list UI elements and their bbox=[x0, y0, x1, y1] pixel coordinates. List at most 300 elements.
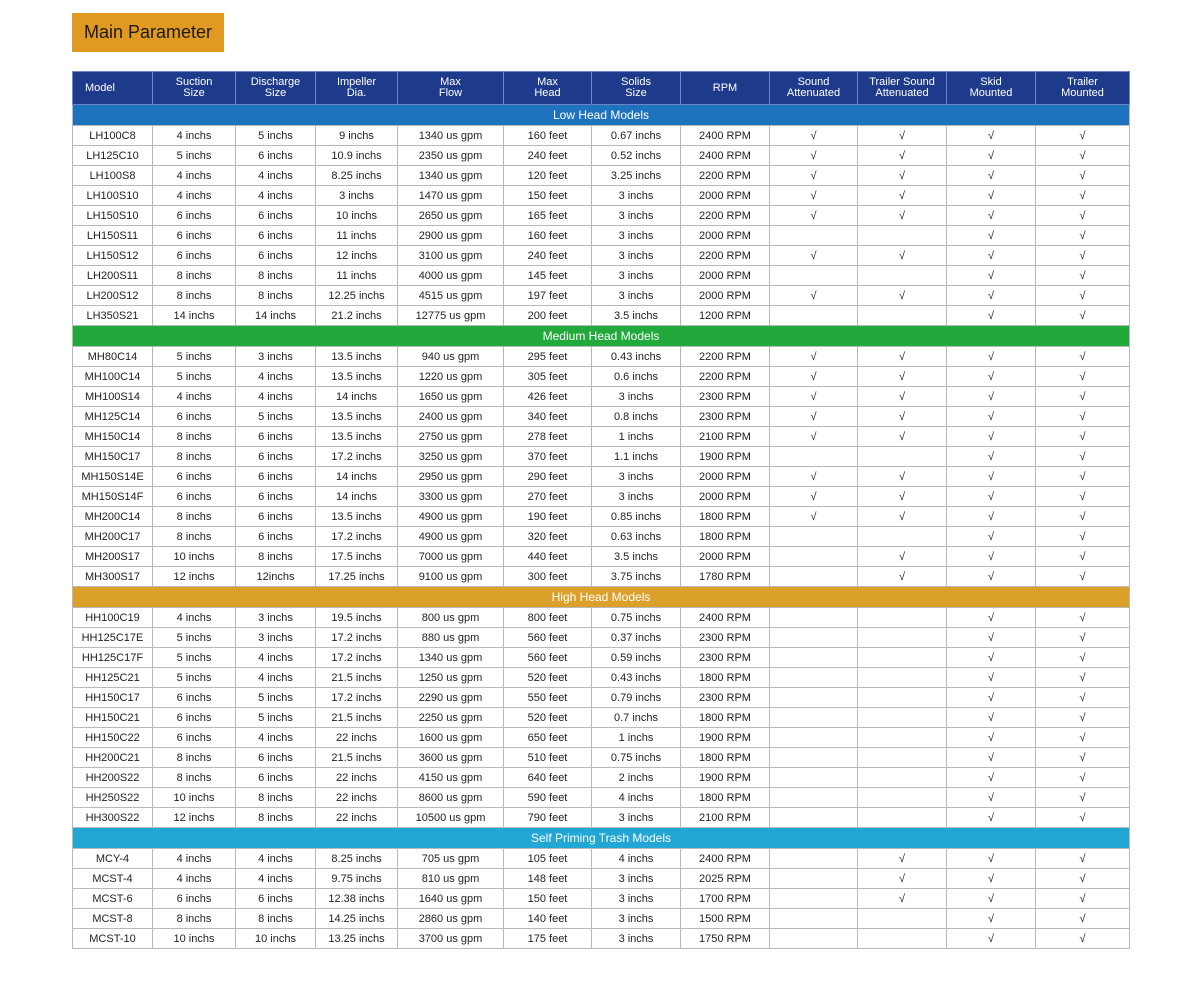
table-cell: 6 inchs bbox=[236, 527, 316, 547]
table-cell: MH300S17 bbox=[73, 567, 153, 587]
table-cell: 150 feet bbox=[504, 889, 592, 909]
table-cell: √ bbox=[947, 487, 1036, 507]
table-cell: 2200 RPM bbox=[681, 347, 770, 367]
table-cell: 0.79 inchs bbox=[592, 688, 681, 708]
table-cell: √ bbox=[947, 628, 1036, 648]
table-cell: HH125C17E bbox=[73, 628, 153, 648]
table-row bbox=[73, 246, 1130, 266]
table-cell: 6 inchs bbox=[236, 146, 316, 166]
table-cell: √ bbox=[1036, 688, 1130, 708]
column-header-text: Flow bbox=[438, 87, 463, 99]
table-cell: √ bbox=[770, 186, 858, 206]
table-cell: 3600 us gpm bbox=[398, 748, 504, 768]
table-cell: HH250S22 bbox=[73, 788, 153, 808]
table-cell: 3 inchs bbox=[236, 608, 316, 628]
table-cell: √ bbox=[1036, 648, 1130, 668]
column-header-text: Attenuated bbox=[875, 87, 929, 99]
table-cell: 4 inchs bbox=[236, 728, 316, 748]
table-cell: 2650 us gpm bbox=[398, 206, 504, 226]
table-cell: √ bbox=[1036, 567, 1130, 587]
table-cell: 200 feet bbox=[504, 306, 592, 326]
table-row bbox=[73, 387, 1130, 407]
table-cell bbox=[770, 889, 858, 909]
table-cell: 2400 us gpm bbox=[398, 407, 504, 427]
table-cell bbox=[770, 608, 858, 628]
table-cell: 300 feet bbox=[504, 567, 592, 587]
table-cell bbox=[858, 748, 947, 768]
table-cell: 14 inchs bbox=[153, 306, 236, 326]
table-cell: 4900 us gpm bbox=[398, 527, 504, 547]
table-cell: 2000 RPM bbox=[681, 186, 770, 206]
table-cell: 1750 RPM bbox=[681, 929, 770, 949]
table-cell: 22 inchs bbox=[316, 808, 398, 828]
table-row bbox=[73, 367, 1130, 387]
table-cell: √ bbox=[858, 126, 947, 146]
table-cell: 140 feet bbox=[504, 909, 592, 929]
table-cell: √ bbox=[1036, 186, 1130, 206]
table-cell: 790 feet bbox=[504, 808, 592, 828]
table-cell: 4 inchs bbox=[153, 166, 236, 186]
table-cell: 12 inchs bbox=[153, 808, 236, 828]
table-cell: √ bbox=[1036, 547, 1130, 567]
table-cell: √ bbox=[947, 608, 1036, 628]
column-header bbox=[153, 72, 236, 105]
table-cell: √ bbox=[1036, 487, 1130, 507]
table-cell: √ bbox=[947, 507, 1036, 527]
table-cell: 0.67 inchs bbox=[592, 126, 681, 146]
table-cell bbox=[770, 547, 858, 567]
table-cell: LH150S10 bbox=[73, 206, 153, 226]
table-cell: 1600 us gpm bbox=[398, 728, 504, 748]
table-cell: 2025 RPM bbox=[681, 869, 770, 889]
table-cell: √ bbox=[1036, 206, 1130, 226]
table-cell: 0.6 inchs bbox=[592, 367, 681, 387]
table-cell: LH150S12 bbox=[73, 246, 153, 266]
table-cell: 3 inchs bbox=[592, 246, 681, 266]
table-cell: 4900 us gpm bbox=[398, 507, 504, 527]
table-cell: √ bbox=[947, 768, 1036, 788]
table-row bbox=[73, 126, 1130, 146]
table-cell: 6 inchs bbox=[153, 246, 236, 266]
table-cell: MH200C17 bbox=[73, 527, 153, 547]
table-cell bbox=[770, 306, 858, 326]
table-cell: 19.5 inchs bbox=[316, 608, 398, 628]
table-cell: MCST-6 bbox=[73, 889, 153, 909]
table-cell: 12.38 inchs bbox=[316, 889, 398, 909]
table-row bbox=[73, 708, 1130, 728]
table-cell: √ bbox=[1036, 748, 1130, 768]
table-cell: 1900 RPM bbox=[681, 447, 770, 467]
table-cell: 21.5 inchs bbox=[316, 708, 398, 728]
table-cell: 1800 RPM bbox=[681, 788, 770, 808]
table-row bbox=[73, 808, 1130, 828]
table-row bbox=[73, 668, 1130, 688]
table-cell: 8 inchs bbox=[236, 909, 316, 929]
table-cell: HH125C17F bbox=[73, 648, 153, 668]
table-cell: 4 inchs bbox=[236, 166, 316, 186]
table-cell: 6 inchs bbox=[236, 768, 316, 788]
table-cell: LH100S8 bbox=[73, 166, 153, 186]
table-cell bbox=[770, 567, 858, 587]
table-cell: √ bbox=[1036, 608, 1130, 628]
table-cell: 8 inchs bbox=[236, 286, 316, 306]
table-cell: 1220 us gpm bbox=[398, 367, 504, 387]
table-cell: 14 inchs bbox=[316, 387, 398, 407]
column-header-text: Max bbox=[537, 76, 558, 88]
section-row bbox=[73, 326, 1130, 347]
table-cell: √ bbox=[947, 407, 1036, 427]
table-cell bbox=[770, 788, 858, 808]
table-cell: √ bbox=[947, 849, 1036, 869]
table-cell bbox=[770, 648, 858, 668]
table-cell bbox=[858, 306, 947, 326]
table-cell: 14 inchs bbox=[316, 467, 398, 487]
table-cell: HH200S22 bbox=[73, 768, 153, 788]
table-cell: √ bbox=[947, 567, 1036, 587]
table-cell: √ bbox=[858, 367, 947, 387]
table-cell: 2200 RPM bbox=[681, 166, 770, 186]
table-cell bbox=[858, 909, 947, 929]
table-cell: √ bbox=[770, 387, 858, 407]
table-cell: 520 feet bbox=[504, 708, 592, 728]
table-cell: 5 inchs bbox=[236, 688, 316, 708]
table-row bbox=[73, 788, 1130, 808]
table-cell: 14.25 inchs bbox=[316, 909, 398, 929]
table-cell: MH150C17 bbox=[73, 447, 153, 467]
table-cell: √ bbox=[1036, 869, 1130, 889]
table-cell bbox=[770, 527, 858, 547]
table-cell: √ bbox=[1036, 628, 1130, 648]
table-cell: 8 inchs bbox=[153, 527, 236, 547]
table-cell bbox=[770, 909, 858, 929]
table-cell: √ bbox=[947, 547, 1036, 567]
table-cell: 6 inchs bbox=[236, 226, 316, 246]
table-cell: √ bbox=[947, 909, 1036, 929]
table-cell: 5 inchs bbox=[153, 367, 236, 387]
table-cell: 0.75 inchs bbox=[592, 608, 681, 628]
table-cell: 5 inchs bbox=[236, 407, 316, 427]
table-cell: 295 feet bbox=[504, 347, 592, 367]
table-cell: 2300 RPM bbox=[681, 407, 770, 427]
table-cell: √ bbox=[770, 487, 858, 507]
table-cell: MH100C14 bbox=[73, 367, 153, 387]
table-cell: √ bbox=[947, 748, 1036, 768]
table-cell bbox=[858, 608, 947, 628]
table-cell: 3 inchs bbox=[592, 909, 681, 929]
table-cell: √ bbox=[770, 126, 858, 146]
table-cell: √ bbox=[947, 206, 1036, 226]
table-cell bbox=[858, 527, 947, 547]
table-cell: √ bbox=[1036, 266, 1130, 286]
table-cell: 12 inchs bbox=[153, 567, 236, 587]
table-cell: 4 inchs bbox=[236, 869, 316, 889]
table-cell: 0.37 inchs bbox=[592, 628, 681, 648]
table-row bbox=[73, 929, 1130, 949]
table-cell: 4000 us gpm bbox=[398, 266, 504, 286]
table-cell: 810 us gpm bbox=[398, 869, 504, 889]
table-cell: 0.52 inchs bbox=[592, 146, 681, 166]
column-header-text: Sound bbox=[797, 76, 830, 88]
table-cell: 12.25 inchs bbox=[316, 286, 398, 306]
table-cell: √ bbox=[1036, 527, 1130, 547]
page-title: Main Parameter bbox=[72, 13, 224, 52]
table-cell: 6 inchs bbox=[153, 206, 236, 226]
table-cell: √ bbox=[858, 166, 947, 186]
table-row bbox=[73, 226, 1130, 246]
table-cell: 7000 us gpm bbox=[398, 547, 504, 567]
column-header-text: Mounted bbox=[969, 87, 1013, 99]
table-cell: 1200 RPM bbox=[681, 306, 770, 326]
table-cell: 1470 us gpm bbox=[398, 186, 504, 206]
table-cell: √ bbox=[1036, 467, 1130, 487]
table-cell: √ bbox=[1036, 246, 1130, 266]
table-cell: 10 inchs bbox=[316, 206, 398, 226]
table-row bbox=[73, 467, 1130, 487]
table-cell: 17.25 inchs bbox=[316, 567, 398, 587]
table-cell: 5 inchs bbox=[153, 146, 236, 166]
table-row bbox=[73, 286, 1130, 306]
table-cell: 165 feet bbox=[504, 206, 592, 226]
table-cell: 8 inchs bbox=[153, 748, 236, 768]
table-cell: 5 inchs bbox=[153, 668, 236, 688]
table-cell: 1800 RPM bbox=[681, 708, 770, 728]
table-cell bbox=[858, 668, 947, 688]
table-cell: 320 feet bbox=[504, 527, 592, 547]
parameter-table bbox=[72, 71, 1130, 949]
table-cell bbox=[858, 688, 947, 708]
table-cell: √ bbox=[770, 367, 858, 387]
table-cell: 2200 RPM bbox=[681, 367, 770, 387]
table-cell: 880 us gpm bbox=[398, 628, 504, 648]
table-cell: √ bbox=[1036, 226, 1130, 246]
table-cell: 197 feet bbox=[504, 286, 592, 306]
table-body bbox=[73, 105, 1130, 949]
table-cell: HH200C21 bbox=[73, 748, 153, 768]
table-cell: √ bbox=[858, 507, 947, 527]
table-cell: √ bbox=[947, 387, 1036, 407]
table-cell: 8.25 inchs bbox=[316, 849, 398, 869]
table-row bbox=[73, 166, 1130, 186]
table-cell: 2400 RPM bbox=[681, 126, 770, 146]
table-cell: 2300 RPM bbox=[681, 688, 770, 708]
table-cell: 4 inchs bbox=[153, 869, 236, 889]
table-cell: 4 inchs bbox=[592, 788, 681, 808]
section-row bbox=[73, 828, 1130, 849]
table-cell: 8 inchs bbox=[236, 266, 316, 286]
table-cell: 3 inchs bbox=[592, 226, 681, 246]
table-cell: 3 inchs bbox=[592, 387, 681, 407]
table-cell: 3 inchs bbox=[592, 206, 681, 226]
table-cell: 4 inchs bbox=[236, 367, 316, 387]
table-row bbox=[73, 889, 1130, 909]
table-cell: 8.25 inchs bbox=[316, 166, 398, 186]
table-cell: 1650 us gpm bbox=[398, 387, 504, 407]
table-cell: √ bbox=[858, 407, 947, 427]
table-cell: √ bbox=[947, 869, 1036, 889]
column-header bbox=[681, 72, 770, 105]
table-cell bbox=[770, 849, 858, 869]
table-cell bbox=[770, 266, 858, 286]
section-title: Medium Head Models bbox=[73, 326, 1130, 347]
table-cell: 2000 RPM bbox=[681, 226, 770, 246]
table-cell: √ bbox=[947, 447, 1036, 467]
table-cell: MH100S14 bbox=[73, 387, 153, 407]
table-cell: 14 inchs bbox=[236, 306, 316, 326]
table-cell: MCST-10 bbox=[73, 929, 153, 949]
table-cell: 2300 RPM bbox=[681, 628, 770, 648]
table-cell: 8 inchs bbox=[236, 547, 316, 567]
table-cell: 6 inchs bbox=[153, 487, 236, 507]
table-cell: 2000 RPM bbox=[681, 467, 770, 487]
table-cell bbox=[858, 628, 947, 648]
table-cell: 3100 us gpm bbox=[398, 246, 504, 266]
table-row bbox=[73, 427, 1130, 447]
table-cell: 14 inchs bbox=[316, 487, 398, 507]
table-cell: 2400 RPM bbox=[681, 146, 770, 166]
column-header-text: Size bbox=[183, 87, 205, 99]
table-cell: 2300 RPM bbox=[681, 387, 770, 407]
table-cell: √ bbox=[770, 286, 858, 306]
table-cell: 2000 RPM bbox=[681, 266, 770, 286]
table-cell: 4 inchs bbox=[236, 387, 316, 407]
table-cell: 3 inchs bbox=[592, 186, 681, 206]
table-cell: 0.43 inchs bbox=[592, 668, 681, 688]
table-row bbox=[73, 869, 1130, 889]
table-cell: LH350S21 bbox=[73, 306, 153, 326]
table-cell bbox=[770, 226, 858, 246]
table-cell: √ bbox=[858, 387, 947, 407]
table-cell: 1900 RPM bbox=[681, 768, 770, 788]
table-cell: √ bbox=[858, 849, 947, 869]
table-cell: 6 inchs bbox=[153, 467, 236, 487]
table-cell: √ bbox=[1036, 768, 1130, 788]
table-cell: 1 inchs bbox=[592, 427, 681, 447]
table-cell: 2750 us gpm bbox=[398, 427, 504, 447]
table-cell: 2000 RPM bbox=[681, 487, 770, 507]
table-row bbox=[73, 849, 1130, 869]
table-cell: HH125C21 bbox=[73, 668, 153, 688]
table-cell: 21.5 inchs bbox=[316, 748, 398, 768]
table-cell: 4 inchs bbox=[236, 849, 316, 869]
table-cell: 6 inchs bbox=[153, 688, 236, 708]
table-cell: √ bbox=[1036, 387, 1130, 407]
table-cell: LH200S12 bbox=[73, 286, 153, 306]
table-cell: 9100 us gpm bbox=[398, 567, 504, 587]
table-cell: 3 inchs bbox=[236, 347, 316, 367]
table-cell: 8600 us gpm bbox=[398, 788, 504, 808]
table-cell: MCST-8 bbox=[73, 909, 153, 929]
table-cell bbox=[858, 226, 947, 246]
table-cell: √ bbox=[947, 688, 1036, 708]
table-row bbox=[73, 527, 1130, 547]
table-cell: 3 inchs bbox=[316, 186, 398, 206]
table-cell: 8 inchs bbox=[153, 507, 236, 527]
table-cell: 5 inchs bbox=[153, 628, 236, 648]
table-cell bbox=[770, 929, 858, 949]
table-row bbox=[73, 306, 1130, 326]
table-cell: 21.2 inchs bbox=[316, 306, 398, 326]
table-cell: 4 inchs bbox=[236, 648, 316, 668]
table-cell: 800 us gpm bbox=[398, 608, 504, 628]
table-cell: 4 inchs bbox=[153, 608, 236, 628]
table-cell: 4 inchs bbox=[236, 186, 316, 206]
column-header-text: Suction bbox=[175, 76, 213, 88]
table-cell: 6 inchs bbox=[236, 206, 316, 226]
table-cell: √ bbox=[947, 467, 1036, 487]
table-cell: 1800 RPM bbox=[681, 507, 770, 527]
table-cell: 6 inchs bbox=[236, 889, 316, 909]
table-cell: 240 feet bbox=[504, 246, 592, 266]
table-cell: √ bbox=[1036, 367, 1130, 387]
table-row bbox=[73, 266, 1130, 286]
table-cell bbox=[858, 929, 947, 949]
table-cell: 3.5 inchs bbox=[592, 306, 681, 326]
column-header bbox=[858, 72, 947, 105]
table-cell: 160 feet bbox=[504, 126, 592, 146]
table-cell: √ bbox=[947, 226, 1036, 246]
table-cell: √ bbox=[947, 527, 1036, 547]
table-cell: HH150C21 bbox=[73, 708, 153, 728]
table-cell: 4 inchs bbox=[153, 387, 236, 407]
table-cell: 13.25 inchs bbox=[316, 929, 398, 949]
table-cell: √ bbox=[770, 146, 858, 166]
table-cell: √ bbox=[947, 708, 1036, 728]
table-cell: √ bbox=[947, 929, 1036, 949]
table-cell: MH150C14 bbox=[73, 427, 153, 447]
table-row bbox=[73, 407, 1130, 427]
table-cell: 21.5 inchs bbox=[316, 668, 398, 688]
table-cell: 3 inchs bbox=[592, 869, 681, 889]
table-row bbox=[73, 146, 1130, 166]
table-cell: 105 feet bbox=[504, 849, 592, 869]
column-header-text: RPM bbox=[712, 81, 738, 94]
table-cell: √ bbox=[858, 186, 947, 206]
table-cell: 520 feet bbox=[504, 668, 592, 688]
table-cell: 3.25 inchs bbox=[592, 166, 681, 186]
column-header-text: Head bbox=[534, 87, 561, 99]
column-header bbox=[947, 72, 1036, 105]
table-cell: LH125C10 bbox=[73, 146, 153, 166]
table-cell: 4515 us gpm bbox=[398, 286, 504, 306]
table-cell: 370 feet bbox=[504, 447, 592, 467]
section-title: Low Head Models bbox=[73, 105, 1130, 126]
table-cell: 940 us gpm bbox=[398, 347, 504, 367]
table-cell: 1340 us gpm bbox=[398, 166, 504, 186]
table-cell: MH150S14F bbox=[73, 487, 153, 507]
table-cell: √ bbox=[1036, 166, 1130, 186]
table-cell: 3 inchs bbox=[236, 628, 316, 648]
table-row bbox=[73, 688, 1130, 708]
table-cell: 3 inchs bbox=[592, 808, 681, 828]
table-cell: 2200 RPM bbox=[681, 206, 770, 226]
table-cell: √ bbox=[1036, 849, 1130, 869]
table-cell: 3700 us gpm bbox=[398, 929, 504, 949]
table-cell bbox=[770, 708, 858, 728]
table-row bbox=[73, 206, 1130, 226]
table-cell: √ bbox=[1036, 808, 1130, 828]
table-cell: √ bbox=[858, 889, 947, 909]
table-cell: 640 feet bbox=[504, 768, 592, 788]
table-cell: LH200S11 bbox=[73, 266, 153, 286]
table-cell: 1800 RPM bbox=[681, 668, 770, 688]
table-cell: 17.2 inchs bbox=[316, 648, 398, 668]
table-cell: 120 feet bbox=[504, 166, 592, 186]
table-cell: 6 inchs bbox=[236, 467, 316, 487]
table-cell: √ bbox=[770, 347, 858, 367]
column-header-text: Mounted bbox=[1061, 87, 1104, 99]
table-cell: 3 inchs bbox=[592, 487, 681, 507]
table-cell: 1340 us gpm bbox=[398, 126, 504, 146]
